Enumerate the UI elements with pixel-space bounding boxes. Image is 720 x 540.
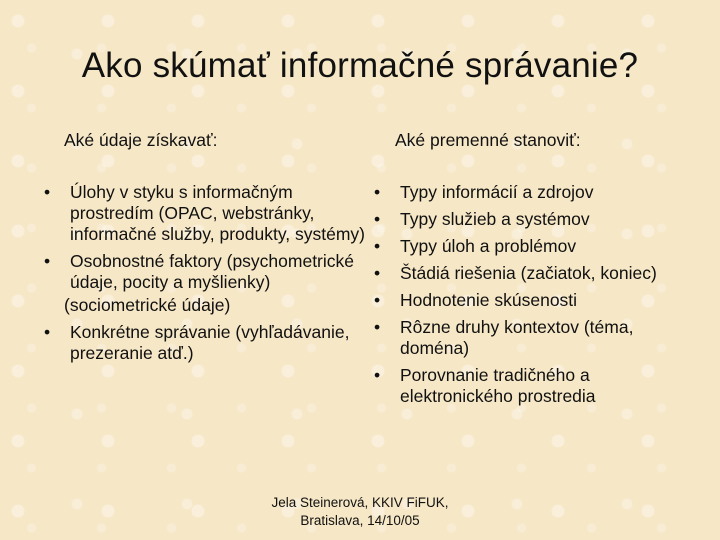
bullet-icon: •	[374, 290, 381, 310]
list-item	[374, 317, 690, 359]
list-item-text: Osobnostné faktory (psychometrické údaje, pocity a myšlienky)	[70, 251, 355, 292]
right-bullet-list	[374, 182, 690, 413]
list-item	[374, 365, 690, 407]
list-item	[374, 182, 690, 203]
list-item-text: Typy úloh a problémov	[400, 236, 577, 256]
list-item	[44, 182, 370, 245]
list-item-text: Konkrétne správanie (vyhľadávanie, prezeranie atď.)	[70, 322, 350, 363]
list-item	[374, 290, 690, 311]
bullet-icon: •	[374, 209, 381, 229]
list-item-text: Typy služieb a systémov	[400, 209, 590, 229]
list-item-text: (sociometrické údaje)	[64, 295, 231, 315]
slide-title: Ako skúmať informačné správanie?	[81, 46, 639, 85]
list-item	[374, 263, 690, 284]
list-item-text: Hodnotenie skúsenosti	[400, 290, 578, 310]
footer-place-date: Bratislava, 14/10/05	[300, 513, 420, 528]
bullet-icon: •	[374, 317, 381, 337]
list-item	[374, 236, 690, 257]
bullet-icon: •	[44, 322, 51, 342]
bullet-icon: •	[44, 251, 51, 271]
list-item-text: Štádiá riešenia (začiatok, koniec)	[400, 263, 657, 283]
list-item-continuation	[64, 295, 370, 316]
bullet-icon: •	[374, 182, 381, 202]
bullet-icon: •	[374, 236, 381, 256]
list-item	[44, 251, 370, 293]
bullet-icon: •	[374, 365, 381, 385]
left-bullet-list	[44, 182, 370, 370]
list-item	[44, 322, 370, 364]
bullet-icon: •	[374, 263, 381, 283]
footer-author: Jela Steinerová, KKIV FiFUK,	[271, 495, 449, 510]
list-item-text: Typy informácií a zdrojov	[400, 182, 594, 202]
list-item	[374, 209, 690, 230]
slide-footer	[0, 494, 720, 530]
list-item-text: Úlohy v styku s informačným prostredím (OPAC, webstránky, informačné služby, produkty, systémy)	[70, 182, 366, 244]
list-item-text: Porovnanie tradičného a elektronického prostredia	[400, 365, 596, 406]
right-column-heading: Aké premenné stanoviť:	[395, 130, 581, 150]
left-column-heading: Aké údaje získavať:	[64, 130, 218, 150]
list-item-text: Rôzne druhy kontextov (téma, doména)	[400, 317, 634, 358]
bullet-icon: •	[44, 182, 51, 202]
